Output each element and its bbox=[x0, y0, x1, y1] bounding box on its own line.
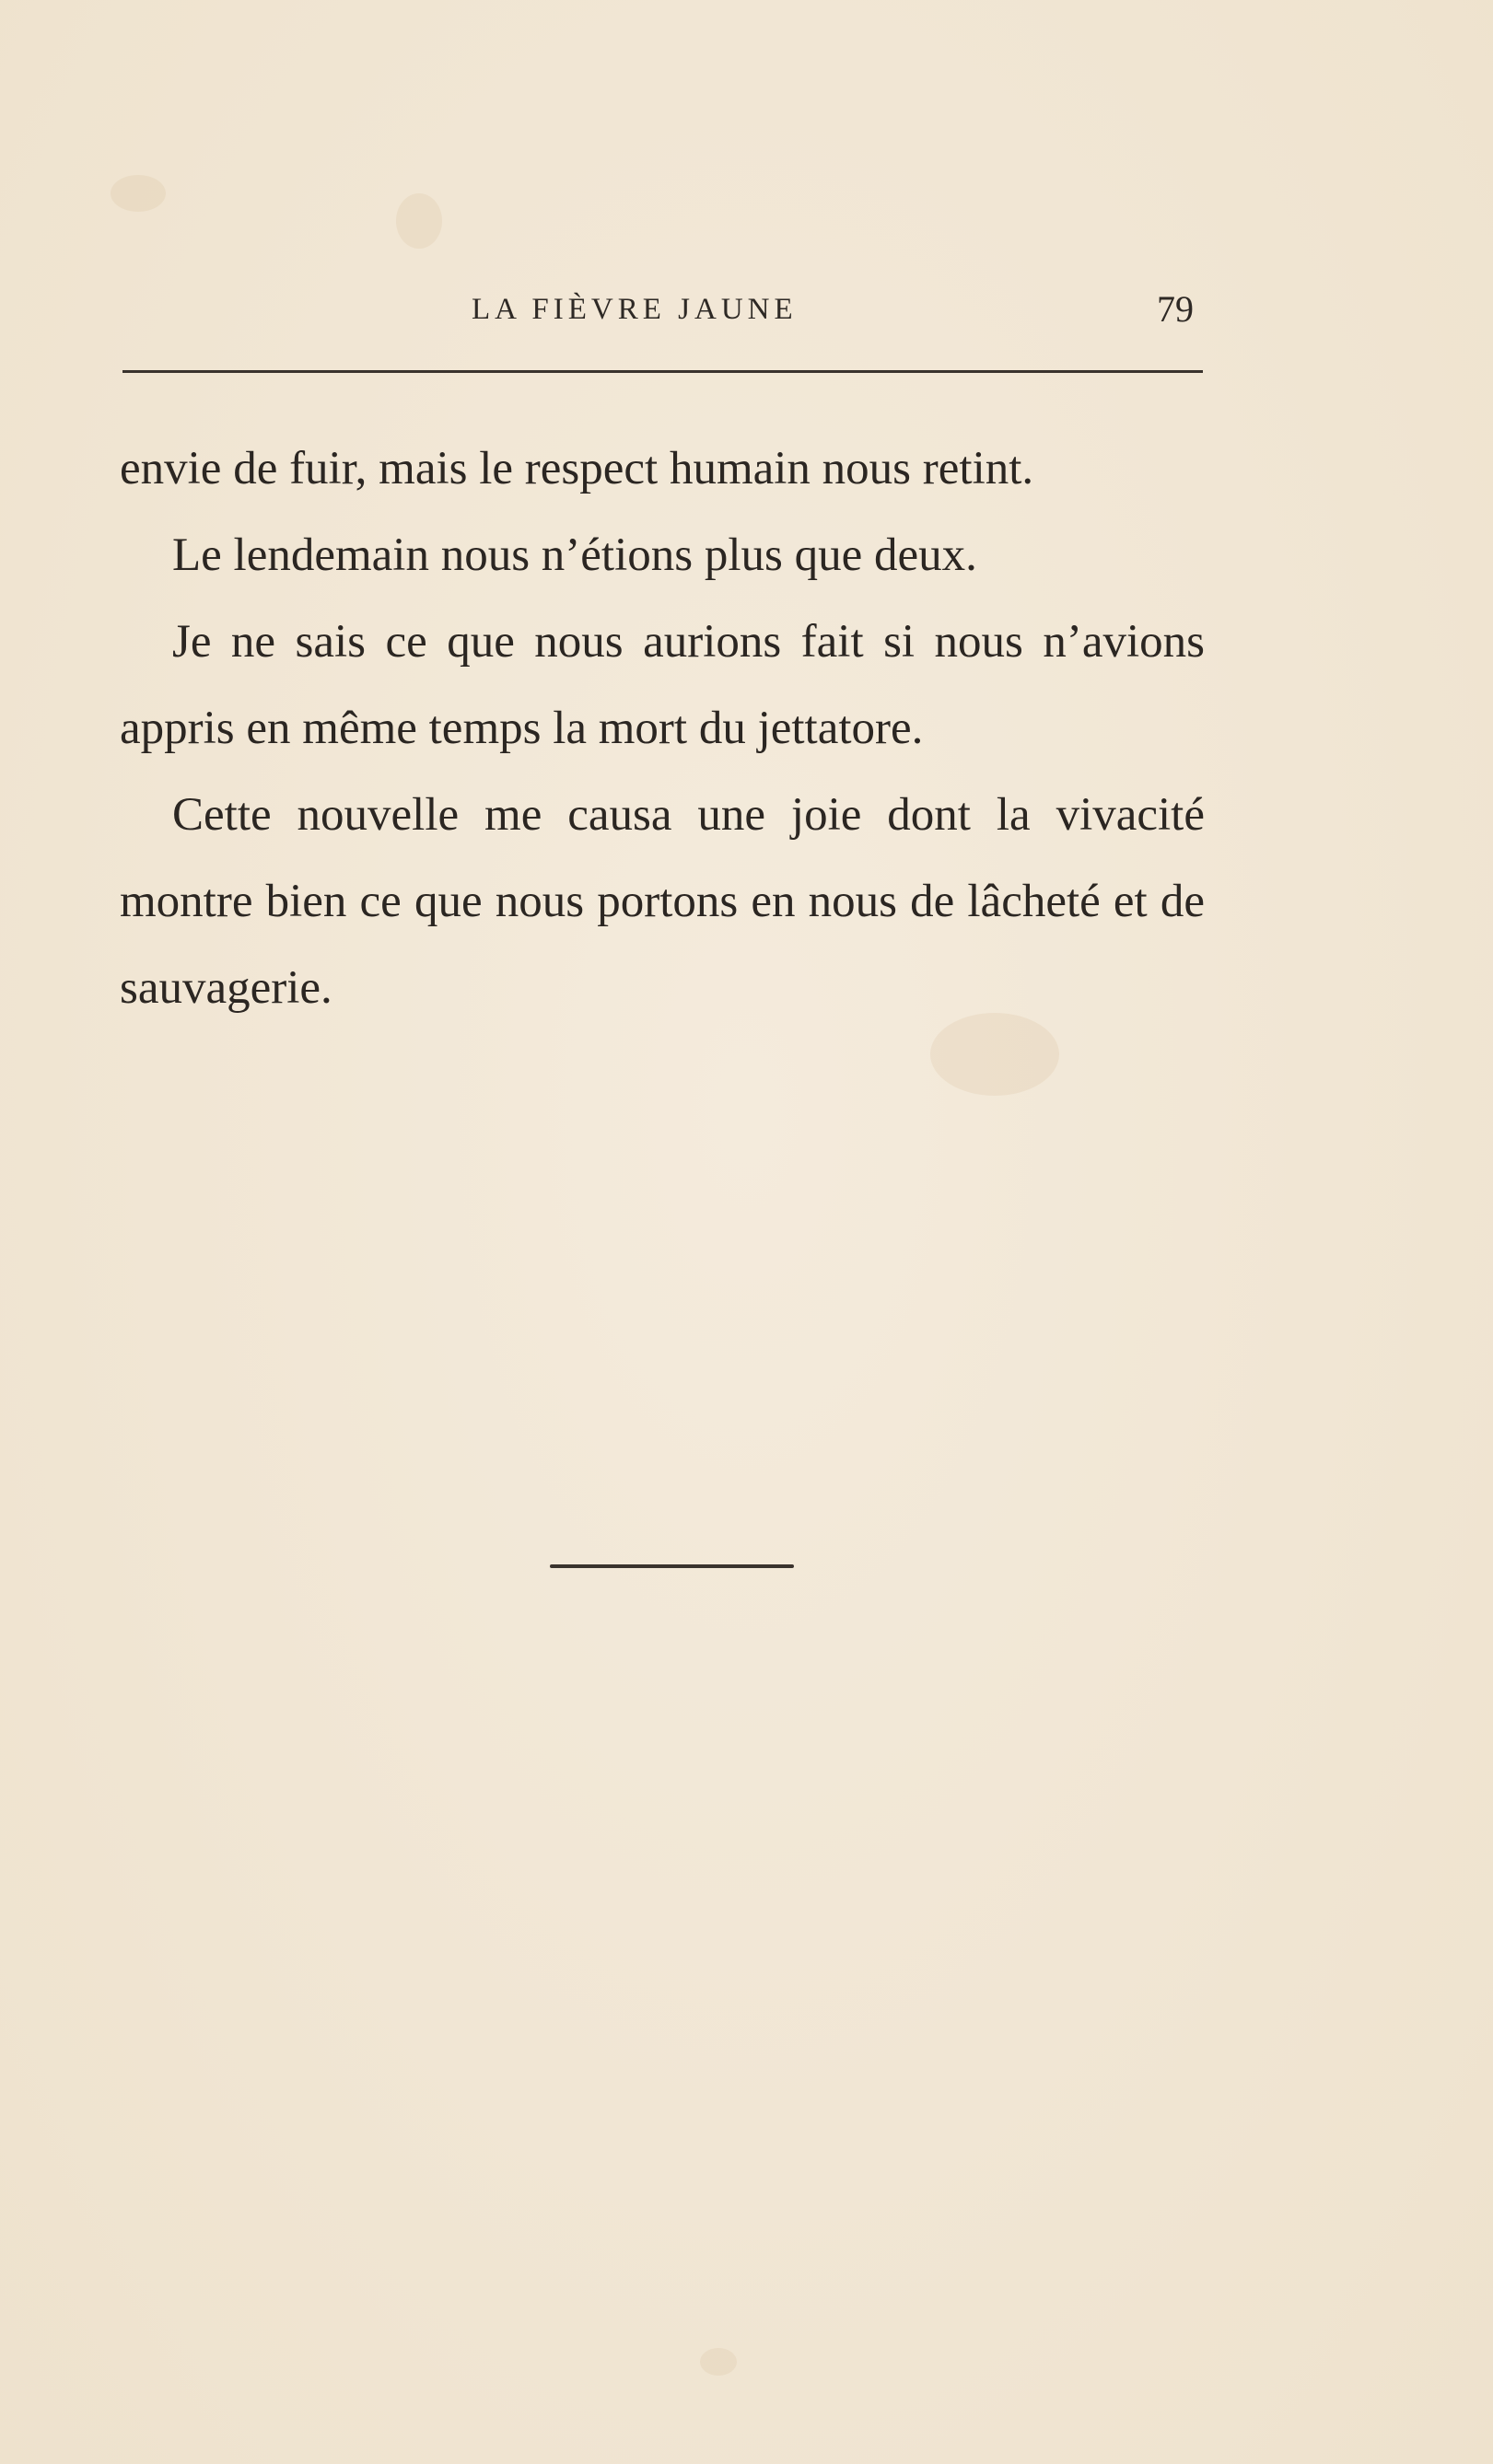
page-header bbox=[0, 288, 1493, 335]
end-of-chapter-rule bbox=[550, 1564, 794, 1568]
paragraph: Le lendemain nous n’étions plus que deux. bbox=[172, 529, 977, 581]
paragraph: Je ne sais ce que nous aurions fait si nous n’avions appris en même temps la mort du jettatore. bbox=[120, 616, 1205, 754]
foxing-spot bbox=[700, 2348, 737, 2376]
foxing-spot bbox=[396, 193, 442, 249]
running-title: LA FIÈVRE JAUNE bbox=[472, 293, 798, 326]
header-rule bbox=[122, 370, 1203, 373]
page-number: 79 bbox=[1157, 288, 1194, 330]
paragraph: envie de fuir, mais le respect humain nous retint. bbox=[120, 443, 1034, 494]
body-text bbox=[120, 425, 1205, 1031]
paragraph: Cette nouvelle me causa une joie dont la vivacité montre bien ce que nous portons en nous de lâcheté et de sauvagerie. bbox=[120, 789, 1205, 1014]
foxing-spot bbox=[111, 175, 166, 212]
